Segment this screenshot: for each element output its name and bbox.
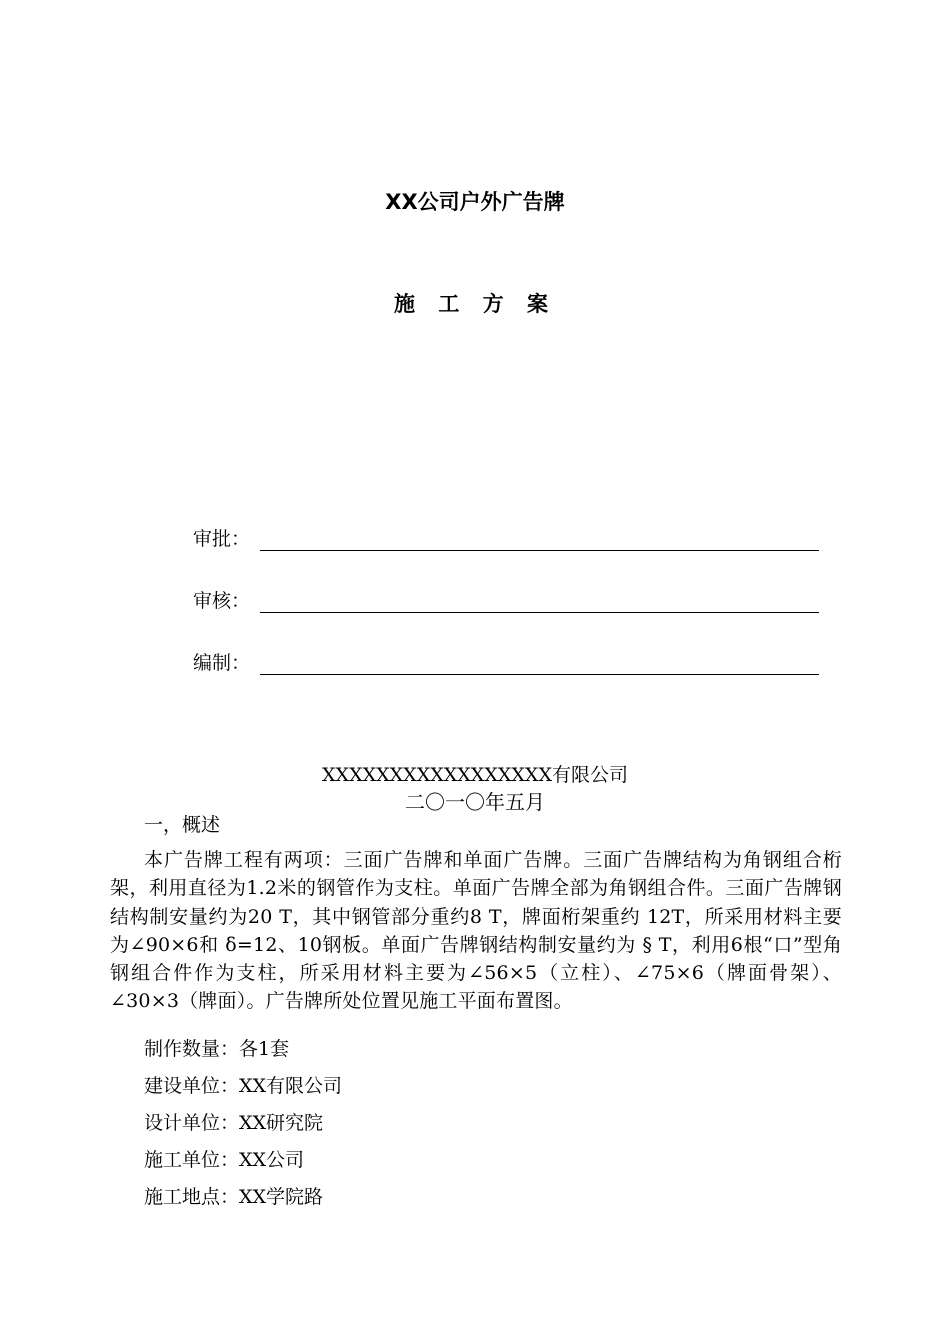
overview-paragraph: 本广告牌工程有两项：三面广告牌和单面广告牌。三面广告牌结构为角钢组合桁架，利用直径为1.2米的钢管作为支柱。单面广告牌全部为角钢组合件。三面广告牌钢结构制安量约为20 T，其中钢管部分重约8 T，牌面桁架重约 12T，所采用材料主要为∠90×6和 δ=12、10钢板。单面广告牌钢结构制安量约为 § T，利用6根“口”型角钢组合件作为支柱，所采用材料主要为∠56×5（立柱）、∠75×6（牌面骨架）、∠30×3（牌面）。广告牌所处位置见施工平面布置图。 [110, 849, 842, 1013]
section-heading: 一，概述 [144, 814, 221, 836]
info-line-location: 施工地点：XX学院路 [144, 1186, 324, 1208]
signature-row-approve [193, 524, 819, 554]
signature-label: 编制： [193, 652, 251, 674]
info-line-contractor: 施工单位：XX公司 [144, 1149, 305, 1171]
signature-row-review [193, 586, 819, 616]
document-subtitle: 施 工 方 案 [394, 292, 556, 316]
document-date: 二〇一〇年五月 [405, 790, 545, 814]
signature-row-compile [193, 648, 819, 678]
signature-line [260, 674, 819, 675]
signature-label: 审批： [193, 528, 251, 550]
info-line-designer: 设计单位：XX研究院 [144, 1112, 324, 1134]
company-name: XXXXXXXXXXXXXXXXX有限公司 [322, 764, 628, 786]
document-title: XX公司户外广告牌 [385, 190, 565, 214]
signature-label: 审核： [193, 590, 251, 612]
info-line-quantity: 制作数量：各1套 [144, 1038, 290, 1060]
info-line-owner: 建设单位：XX有限公司 [144, 1075, 343, 1097]
signature-line [260, 550, 819, 551]
signature-line [260, 612, 819, 613]
